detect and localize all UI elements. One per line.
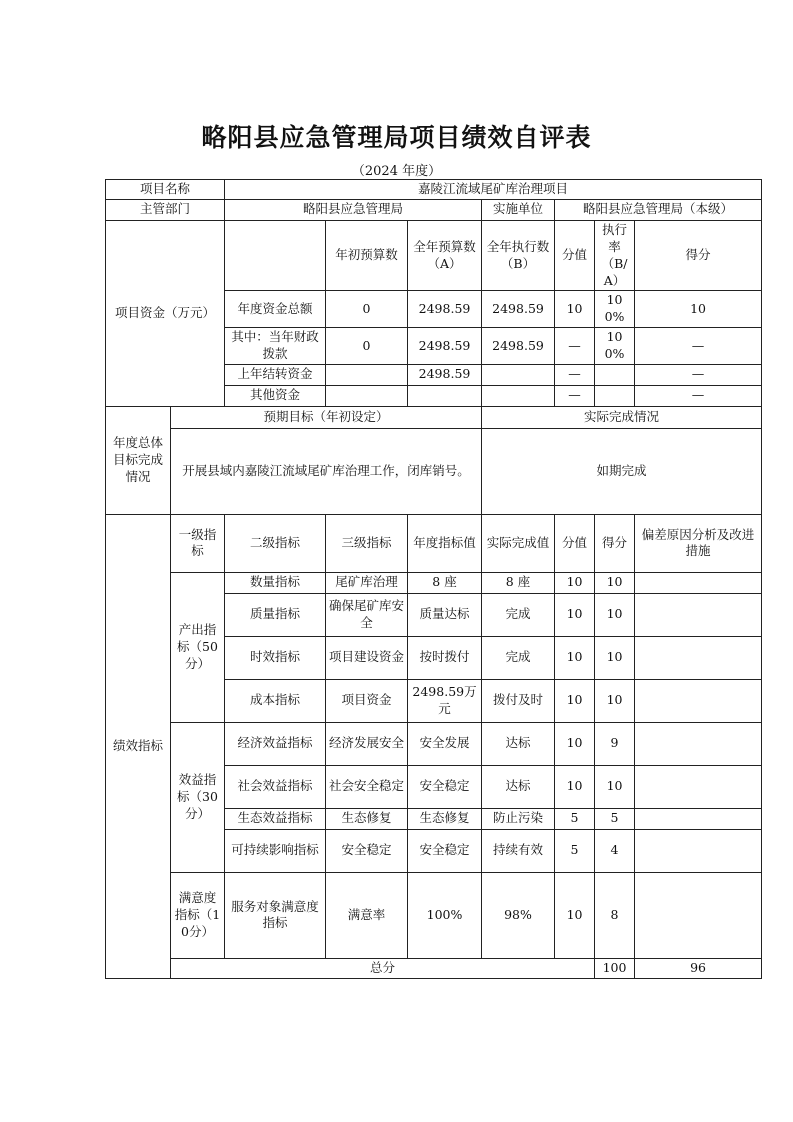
funds-row-initial: 0 <box>326 291 408 328</box>
ind-row-score: 10 <box>595 572 635 593</box>
funds-row-initial <box>326 385 408 406</box>
ind-row-actual: 完成 <box>482 593 555 636</box>
funds-row-name: 上年结转资金 <box>225 364 326 385</box>
project-name-value: 嘉陵江流域尾矿库治理项目 <box>225 180 762 200</box>
ind-row-actual: 完成 <box>482 636 555 679</box>
ind-row-score-value: 5 <box>555 829 595 872</box>
funds-header-initial: 年初预算数 <box>326 220 408 291</box>
funds-row-score: 10 <box>635 291 762 328</box>
total-score: 96 <box>635 958 762 978</box>
ind-row-score-value: 10 <box>555 872 595 958</box>
ind-row-reason <box>635 636 762 679</box>
ind-row-target: 生态修复 <box>408 808 482 829</box>
ind-row-score: 4 <box>595 829 635 872</box>
ind-row-score: 5 <box>595 808 635 829</box>
ind-row-l2: 社会效益指标 <box>225 765 326 808</box>
funds-header-score: 得分 <box>635 220 762 291</box>
impl-label: 实施单位 <box>482 199 555 220</box>
project-name-label: 项目名称 <box>106 180 225 200</box>
ind-row-l2: 数量指标 <box>225 572 326 593</box>
funds-row-annual: 2498.59 <box>408 364 482 385</box>
funds-row-score-value: — <box>555 328 595 365</box>
funds-row-score-value: — <box>555 385 595 406</box>
total-label: 总分 <box>171 958 595 978</box>
funds-row-name: 其中：当年财政拨款 <box>225 328 326 365</box>
funds-row-name: 其他资金 <box>225 385 326 406</box>
funds-row-executed <box>482 385 555 406</box>
ind-header-score-value: 分值 <box>555 514 595 572</box>
goals-label: 年度总体目标完成情况 <box>106 406 171 514</box>
funds-row-executed <box>482 364 555 385</box>
ind-row-actual: 防止污染 <box>482 808 555 829</box>
funds-row-rate <box>595 385 635 406</box>
ind-row-l3: 社会安全稳定 <box>326 765 408 808</box>
self-evaluation-table <box>105 179 762 979</box>
ind-row-score: 10 <box>595 765 635 808</box>
funds-header-score-value: 分值 <box>555 220 595 291</box>
funds-header-annual: 全年预算数（A） <box>408 220 482 291</box>
ind-row-l3: 项目资金 <box>326 679 408 722</box>
indicators-label: 绩效指标 <box>106 514 171 978</box>
ind-row-reason <box>635 593 762 636</box>
ind-row-l2: 时效指标 <box>225 636 326 679</box>
ind-row-score-value: 10 <box>555 722 595 765</box>
ind-row-target: 安全稳定 <box>408 765 482 808</box>
ind-row-l2: 经济效益指标 <box>225 722 326 765</box>
ind-row-l3: 尾矿库治理 <box>326 572 408 593</box>
ind-row-actual: 达标 <box>482 722 555 765</box>
ind-row-target: 100% <box>408 872 482 958</box>
goals-actual-label: 实际完成情况 <box>482 406 762 428</box>
funds-header-blank <box>225 220 326 291</box>
funds-row-score: — <box>635 328 762 365</box>
ind-row-l3: 项目建设资金 <box>326 636 408 679</box>
funds-header-executed: 全年执行数（B） <box>482 220 555 291</box>
ind-row-l3: 经济发展安全 <box>326 722 408 765</box>
ind-row-l3: 安全稳定 <box>326 829 408 872</box>
ind-row-score: 10 <box>595 636 635 679</box>
ind-row-score-value: 10 <box>555 593 595 636</box>
ind-row-score: 9 <box>595 722 635 765</box>
funds-label: 项目资金（万元） <box>106 220 225 406</box>
ind-row-score-value: 10 <box>555 765 595 808</box>
ind-row-actual: 拨付及时 <box>482 679 555 722</box>
funds-row-name: 年度资金总额 <box>225 291 326 328</box>
ind-header-reason: 偏差原因分析及改进措施 <box>635 514 762 572</box>
page-title: 略阳县应急管理局项目绩效自评表 <box>201 123 592 152</box>
ind-header-l1: 一级指标 <box>171 514 225 572</box>
ind-row-target: 2498.59万元 <box>408 679 482 722</box>
impl-value: 略阳县应急管理局（本级） <box>555 199 762 220</box>
goals-expected-label: 预期目标（年初设定） <box>171 406 482 428</box>
ind-row-target: 安全稳定 <box>408 829 482 872</box>
ind-header-l3: 三级指标 <box>326 514 408 572</box>
funds-row-initial: 0 <box>326 328 408 365</box>
ind-row-l2: 质量指标 <box>225 593 326 636</box>
ind-row-reason <box>635 872 762 958</box>
ind-row-score: 10 <box>595 679 635 722</box>
ind-header-l2: 二级指标 <box>225 514 326 572</box>
ind-row-score-value: 10 <box>555 572 595 593</box>
funds-row-executed: 2498.59 <box>482 291 555 328</box>
ind-row-score: 8 <box>595 872 635 958</box>
funds-row-score-value: 10 <box>555 291 595 328</box>
funds-row-rate <box>595 364 635 385</box>
ind-row-target: 按时拨付 <box>408 636 482 679</box>
ind-row-reason <box>635 808 762 829</box>
dept-value: 略阳县应急管理局 <box>225 199 482 220</box>
ind-row-target: 质量达标 <box>408 593 482 636</box>
ind-row-actual: 达标 <box>482 765 555 808</box>
ind-row-actual: 8 座 <box>482 572 555 593</box>
goals-actual-value: 如期完成 <box>482 428 762 514</box>
ind-row-reason <box>635 572 762 593</box>
funds-row-score: — <box>635 364 762 385</box>
funds-row-annual <box>408 385 482 406</box>
goals-expected-value: 开展县域内嘉陵江流域尾矿库治理工作，闭库销号。 <box>171 428 482 514</box>
dept-label: 主管部门 <box>106 199 225 220</box>
ind-row-actual: 持续有效 <box>482 829 555 872</box>
ind-row-score: 10 <box>595 593 635 636</box>
ind-row-l3: 生态修复 <box>326 808 408 829</box>
ind-row-l3: 满意率 <box>326 872 408 958</box>
ind-header-target: 年度指标值 <box>408 514 482 572</box>
ind-row-reason <box>635 722 762 765</box>
ind-row-reason <box>635 829 762 872</box>
ind-row-target: 8 座 <box>408 572 482 593</box>
ind-row-actual: 98% <box>482 872 555 958</box>
ind-row-score-value: 10 <box>555 636 595 679</box>
funds-row-score: — <box>635 385 762 406</box>
ind-row-l2: 可持续影响指标 <box>225 829 326 872</box>
funds-header-rate: 执行率（B/A） <box>595 220 635 291</box>
ind-group-benefit: 效益指标（30分） <box>171 722 225 872</box>
ind-header-actual: 实际完成值 <box>482 514 555 572</box>
year-label: （2024 年度） <box>351 164 442 179</box>
ind-row-l3: 确保尾矿库安全 <box>326 593 408 636</box>
funds-row-rate: 100% <box>595 291 635 328</box>
funds-row-annual: 2498.59 <box>408 291 482 328</box>
ind-row-l2: 服务对象满意度指标 <box>225 872 326 958</box>
ind-group-satisfaction: 满意度指标（10分） <box>171 872 225 958</box>
total-score-value: 100 <box>595 958 635 978</box>
funds-row-executed: 2498.59 <box>482 328 555 365</box>
ind-row-score-value: 5 <box>555 808 595 829</box>
funds-row-rate: 100% <box>595 328 635 365</box>
funds-row-initial <box>326 364 408 385</box>
ind-row-score-value: 10 <box>555 679 595 722</box>
ind-row-target: 安全发展 <box>408 722 482 765</box>
ind-group-output: 产出指标（50分） <box>171 572 225 722</box>
ind-row-reason <box>635 765 762 808</box>
ind-row-l2: 生态效益指标 <box>225 808 326 829</box>
ind-row-reason <box>635 679 762 722</box>
funds-row-annual: 2498.59 <box>408 328 482 365</box>
ind-row-l2: 成本指标 <box>225 679 326 722</box>
ind-header-score: 得分 <box>595 514 635 572</box>
funds-row-score-value: — <box>555 364 595 385</box>
